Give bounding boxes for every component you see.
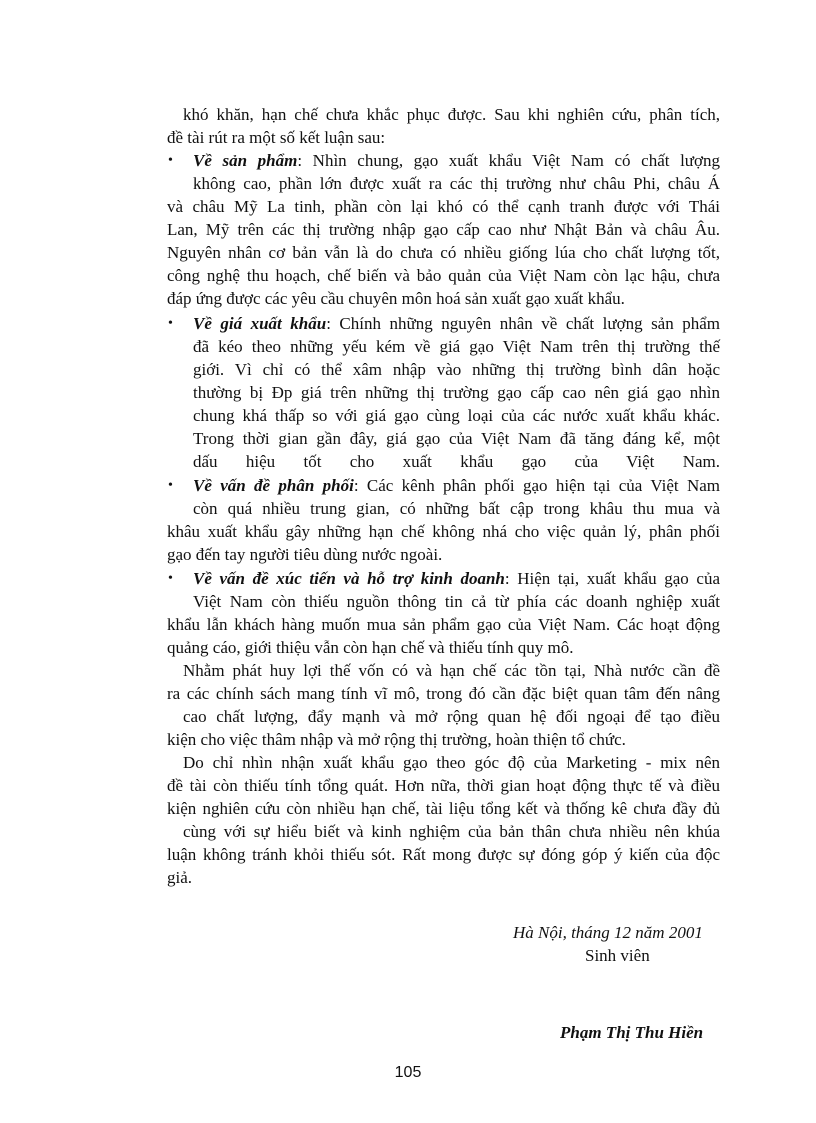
bullet-2-text: : Chính những nguyên nhân về chất lượng sản phẩm (326, 314, 720, 333)
bullet-3-marker: • (168, 478, 173, 493)
bullet-1-line-4: Lan, Mỹ trên các thị trường nhập gạo cấp cao như Nhật Bản và châu Âu. (167, 220, 720, 239)
bullet-2-line-1 (193, 313, 720, 335)
signature-name: Phạm Thị Thu Hiền (560, 1023, 704, 1042)
bullet-1-line-5: Nguyên nhân cơ bản vẫn là do chưa có nhiều giống lúa cho chất lượng tốt, (167, 243, 720, 262)
paragraph-2-line-4: cùng với sự hiểu biết và kinh nghiệm của bản thân chưa nhiều nên khúa (183, 822, 720, 841)
bullet-4-text: : Hiện tại, xuất khẩu gạo của (504, 569, 720, 588)
bullet-1-line-6: công nghệ thu hoạch, chế biến và bảo quản của Việt Nam còn lạc hậu, chưa (167, 266, 720, 285)
paragraph-1-line-2: ra các chính sách mang tính vĩ mô, trong đó cần đặc biệt quan tâm đến nâng (167, 684, 720, 703)
bullet-2-marker: • (168, 316, 173, 331)
bullet-1-marker: • (168, 153, 173, 168)
bullet-2-line-4: thường bị Ðp giá trên những thị trường gạo cấp cao nên giá gạo nhìn (193, 383, 720, 402)
bullet-2-line-5: chung khá thấp so với giá gạo cùng loại của các nước xuất khẩu khác. (193, 406, 720, 425)
paragraph-2-line-6: giả. (167, 868, 193, 887)
bullet-1-line-7: đáp ứng được các yêu cầu chuyên môn hoá sản xuất gạo xuất khẩu. (167, 289, 625, 308)
paragraph-2-line-1: Do chỉ nhìn nhận xuất khẩu gạo theo góc độ của Marketing - mix nên (183, 753, 720, 772)
bullet-1-line-3: và châu Mỹ La tinh, phần còn lại khó có thể cạnh tranh được với Thái (167, 197, 720, 216)
bullet-1-line-1 (193, 150, 720, 172)
bullet-3-line-1 (193, 475, 720, 497)
paragraph-2-line-3: kiện nghiên cứu còn nhiều hạn chế, tài liệu tổng kết và thống kê chưa đầy đủ (167, 799, 720, 818)
bullet-4-line-1 (193, 568, 720, 590)
bullet-1-heading: Về sản phẩm (193, 151, 298, 170)
paragraph-2-line-2: đề tài còn thiếu tính tổng quát. Hơn nữa, thời gian hoạt động thực tế và điều (167, 776, 720, 795)
paragraph-2-line-5: luận không tránh khỏi thiếu sót. Rất mong được sự đóng góp ý kiến của độc (167, 845, 720, 864)
bullet-3-line-2: còn quá nhiều trung gian, có những bất cập trong khâu thu mua và (193, 499, 720, 518)
paragraph-1-line-4: kiện cho việc thâm nhập và mở rộng thị trường, hoàn thiện tổ chức. (167, 730, 626, 749)
intro-line-2: đề tài rút ra một số kết luận sau: (167, 128, 386, 147)
bullet-3-line-3: khâu xuất khẩu gây những hạn chế không nhá cho việc quản lý, phân phối (167, 522, 720, 541)
bullet-3-heading: Về vấn đề phân phối (193, 476, 354, 495)
bullet-2-line-3: giới. Vì chỉ có thể xâm nhập vào những thị trường bình dân hoặc (193, 360, 720, 379)
paragraph-1-line-1: Nhằm phát huy lợi thế vốn có và hạn chế các tồn tại, Nhà nước cần đề (183, 661, 720, 680)
paragraph-1-line-3: cao chất lượng, đẩy mạnh và mở rộng quan hệ đối ngoại để tạo điều (183, 707, 720, 726)
page-number: 105 (394, 1064, 422, 1081)
bullet-2-line-6: Trong thời gian gần đây, giá gạo của Việt Nam đã tăng đáng kể, một (193, 429, 720, 448)
intro-line-1: khó khăn, hạn chế chưa khắc phục được. Sau khi nghiên cứu, phân tích, (183, 105, 720, 124)
bullet-2-heading: Về giá xuất khẩu (193, 314, 327, 333)
bullet-4-marker: • (168, 571, 173, 586)
bullet-3-line-4: gạo đến tay người tiêu dùng nước ngoài. (167, 545, 443, 564)
bullet-2-line-7: dấu hiệu tốt cho xuất khẩu gạo của Việt Nam. (193, 452, 720, 471)
bullet-4-line-4: quảng cáo, giới thiệu vẫn còn hạn chế và thiếu tính quy mô. (167, 638, 574, 657)
bullet-3-text: : Các kênh phân phối gạo hiện tại của Việt Nam (353, 476, 720, 495)
bullet-4-line-3: khẩu lẫn khách hàng muốn mua sản phẩm gạo của Việt Nam. Các hoạt động (167, 615, 720, 634)
signature-role: Sinh viên (585, 946, 650, 965)
bullet-2-line-2: đã kéo theo những yếu kém về giá gạo Việt Nam trên thị trường thế (193, 337, 720, 356)
bullet-4-line-2: Việt Nam còn thiếu nguồn thông tin cả từ phía các doanh nghiệp xuất (193, 592, 720, 611)
signature-place-date: Hà Nội, tháng 12 năm 2001 (513, 923, 703, 942)
bullet-4-heading: Về vấn đề xúc tiến và hỗ trợ kinh doanh (193, 569, 505, 588)
bullet-1-text: : Nhìn chung, gạo xuất khẩu Việt Nam có chất lượng (297, 151, 720, 170)
bullet-1-line-2: không cao, phần lớn được xuất ra các thị trường như châu Phi, châu Á (193, 174, 720, 193)
